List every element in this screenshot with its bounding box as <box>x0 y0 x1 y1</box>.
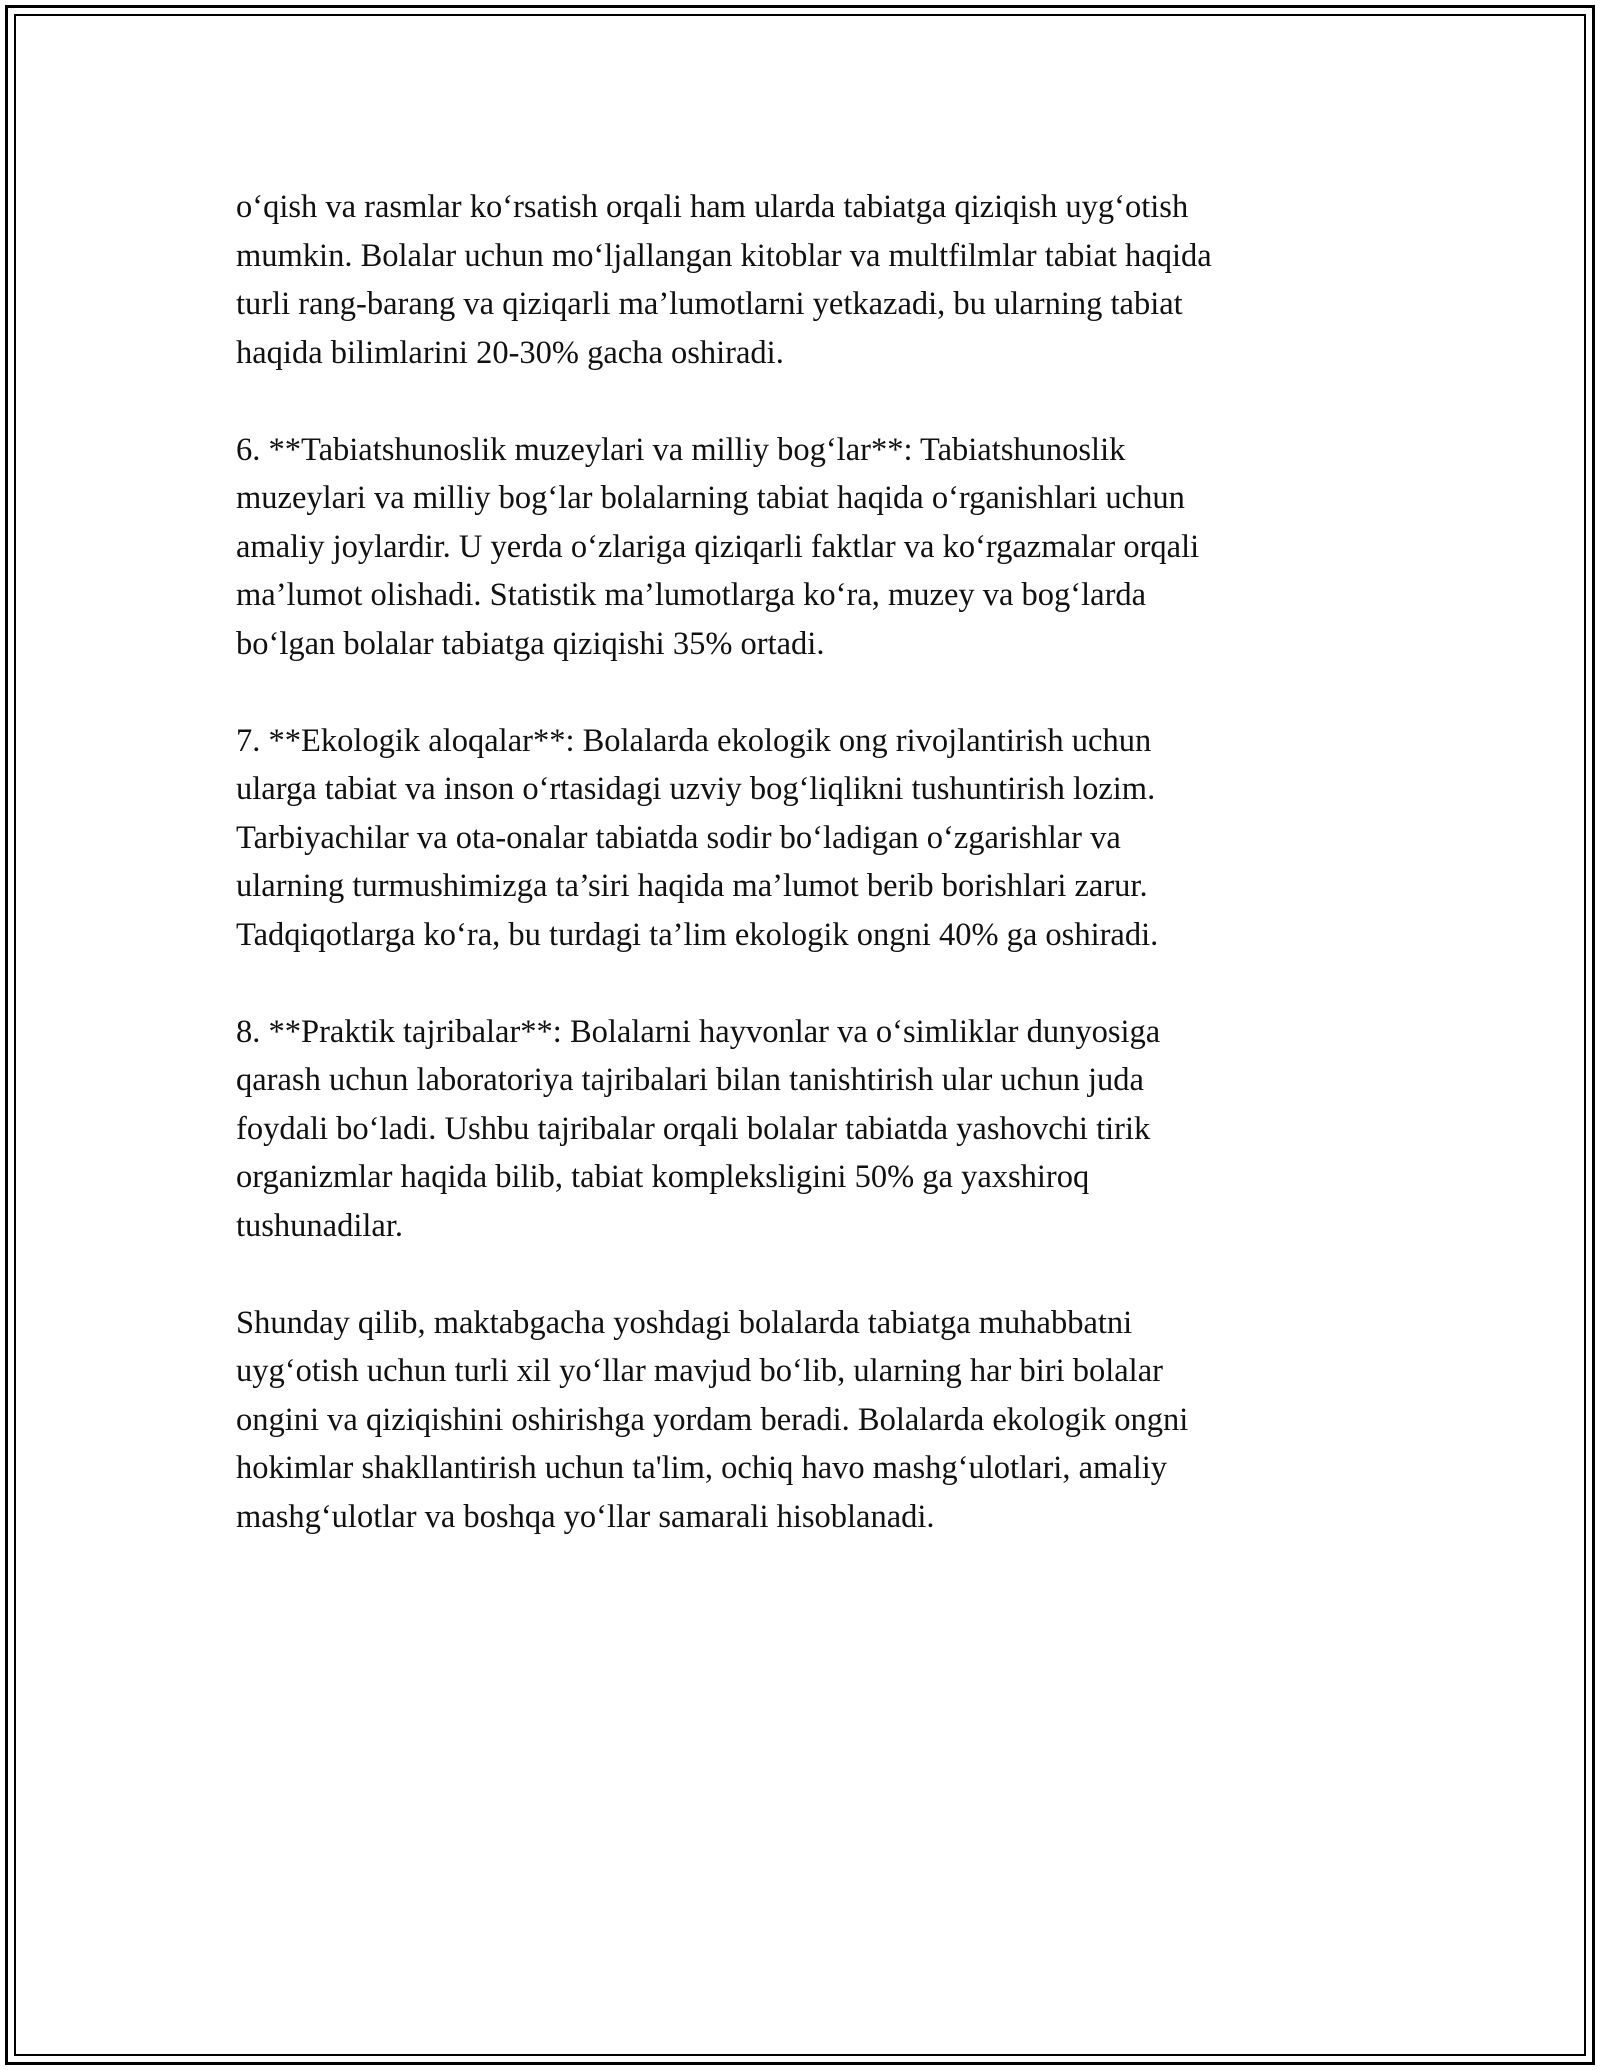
paragraph-item-7: 7. **Ekologik aloqalar**: Bolalarda ekologik ong rivojlantirish uchun ularga tabiat va inson o‘rtasidagi uzviy bog‘liqlikni tushuntirish lozim. Tarbiyachilar va ota-onalar tabiatda sodir bo‘ladigan o‘zgarishlar va ularning turmushimizga ta’siri haqida ma’lumot berib borishlari zarur. Tadqiqotlarga ko‘ra, bu turdagi ta’lim ekologik ongni 40% ga oshiradi. <box>236 722 1159 953</box>
paragraph-item-6: 6. **Tabiatshunoslik muzeylari va milliy bog‘lar**: Tabiatshunoslik muzeylari va milliy bog‘lar bolalarning tabiat haqida o‘rganishlari uchun amaliy joylardir. U yerda o‘zlariga qiziqarli faktlar va ko‘rgazmalar orqali ma’lumot olishadi. Statistik ma’lumotlarga ko‘ra, muzey va bog‘larda bo‘lgan bolalar tabiatga qiziqishi 35% ortadi. <box>236 431 1200 662</box>
paragraph-intro: o‘qish va rasmlar ko‘rsatish orqali ham ularda tabiatga qiziqish uyg‘otish mumkin. Bolalar uchun mo‘ljallangan kitoblar va multfilmlar tabiat haqida turli rang-barang va qiziqarli ma’lumotlarni yetkazadi, bu ularning tabiat haqida bilimlarini 20-30% gacha oshiradi. <box>236 189 1212 371</box>
paragraph-item-8: 8. **Praktik tajribalar**: Bolalarni hayvonlar va o‘simliklar dunyosiga qarash uchun laboratoriya tajribalari bilan tanishtirish ular uchun juda foydali bo‘ladi. Ushbu tajribalar orqali bolalar tabiatda yashovchi tirik organizmlar haqida bilib, tabiat kompleksligini 50% ga yaxshiroq tushunadilar. <box>236 1013 1161 1244</box>
document-body <box>236 183 1376 1590</box>
paragraph-conclusion: Shunday qilib, maktabgacha yoshdagi bolalarda tabiatga muhabbatni uyg‘otish uchun turli xil yo‘llar mavjud bo‘lib, ularning har biri bolalar ongini va qiziqishini oshirishga yordam beradi. Bolalarda ekologik ongni hokimlar shakllantirish uchun ta'lim, ochiq havo mashg‘ulotlari, amaliy mashg‘ulotlar va boshqa yo‘llar samarali hisoblanadi. <box>236 1304 1189 1535</box>
